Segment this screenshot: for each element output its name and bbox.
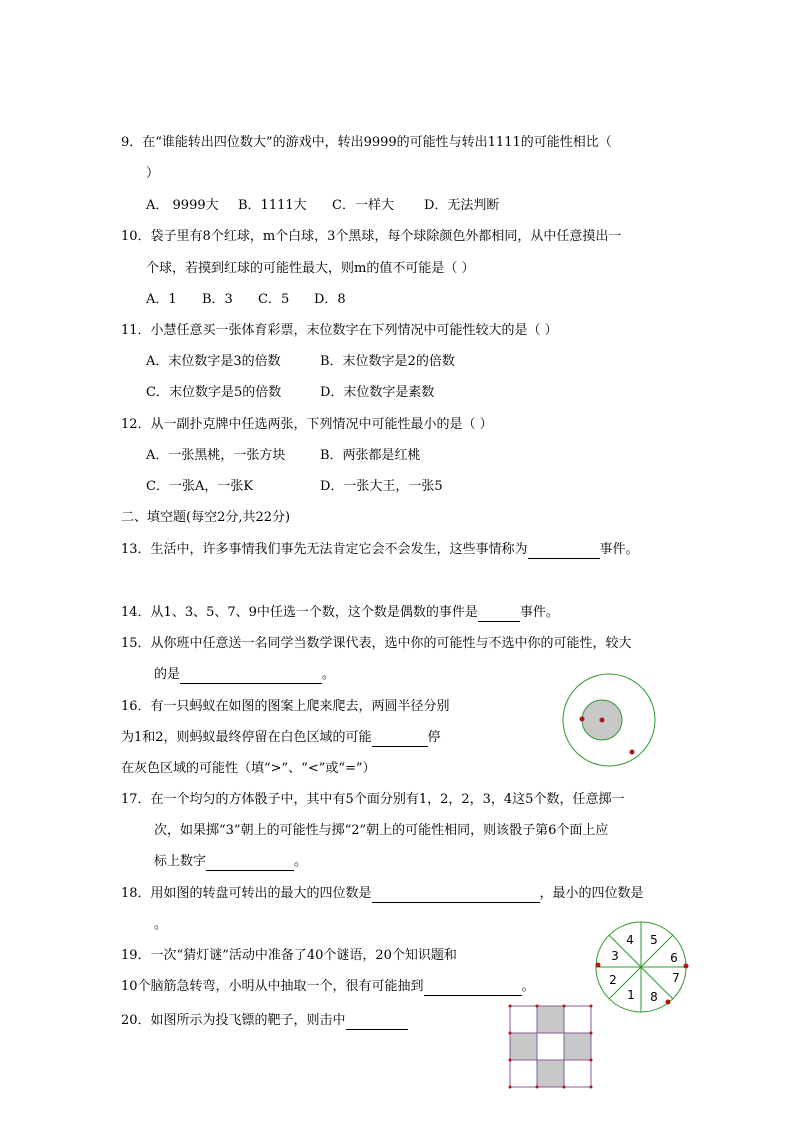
q19-text-b: 。 bbox=[521, 979, 535, 994]
q13-text bbox=[121, 541, 639, 559]
q10-text-cont: 个球，若摸到红球的可能性最大，则m的值不可能是（ ） bbox=[146, 261, 475, 276]
spinner-label-1: 1 bbox=[627, 988, 635, 1002]
q18-text-a: 18．用如图的转盘可转出的最大的四位数是 bbox=[121, 886, 372, 901]
spinner-figure bbox=[594, 920, 690, 1016]
q9-option-a: A． 9999大 bbox=[146, 198, 219, 213]
q9-text: 9．在“谁能转出四位数大”的游戏中，转出9999的可能性与转出1111的可能性相比（ bbox=[121, 135, 612, 150]
q10-option-d: D．8 bbox=[314, 292, 346, 307]
gray-cell bbox=[537, 1006, 564, 1033]
q16-text-a: 为1和2，则蚂蚁最终停留在白色区域的可能 bbox=[121, 730, 372, 745]
q11-options-row1 bbox=[146, 353, 455, 371]
q9-option-d: D．无法判断 bbox=[424, 198, 500, 213]
section-heading: 二、填空题(每空2分,共22分) bbox=[121, 510, 291, 525]
q12-option-b: B．两张都是红桃 bbox=[320, 448, 421, 463]
q13-blank[interactable] bbox=[528, 544, 600, 559]
q17-text: 17．在一个均匀的方体骰子中，其中有5个面分别有1，2，2，3，4这5个数，任意掷一 bbox=[121, 792, 625, 807]
q20-blank[interactable] bbox=[346, 1015, 408, 1030]
spinner-dot-right bbox=[684, 964, 689, 969]
outer-edge-dot bbox=[630, 750, 635, 755]
concentric-circles-figure bbox=[553, 676, 665, 788]
q15-text: 15．从你班中任意送一名同学当数学课代表，选中你的可能性与不选中你的可能性，较大 bbox=[121, 636, 632, 651]
gray-cell bbox=[537, 1060, 564, 1087]
q19-blank[interactable] bbox=[424, 981, 522, 996]
q12-options-row1 bbox=[146, 447, 421, 465]
q17-text-cont2 bbox=[154, 853, 307, 871]
q11-text: 11．小慧任意买一张体育彩票，末位数字在下列情况中可能性较大的是（ ） bbox=[121, 323, 558, 338]
dartboard-grid-figure bbox=[508, 1004, 596, 1092]
q15-text-cont bbox=[154, 666, 335, 684]
q17-blank[interactable] bbox=[206, 856, 294, 871]
q18-blank[interactable] bbox=[372, 888, 540, 903]
q14-text bbox=[121, 604, 559, 622]
spinner-label-5: 5 bbox=[650, 933, 658, 947]
q15-text-b: 。 bbox=[322, 667, 336, 682]
q16-text: 16．有一只蚂蚁在如图的图案上爬来爬去，两圆半径分别 bbox=[121, 699, 450, 714]
q14-text-b: 事件。 bbox=[519, 605, 559, 620]
spinner-label-2: 2 bbox=[609, 973, 617, 987]
q12-option-c: C．一张A，一张K bbox=[146, 479, 254, 494]
q16-text-b: 停 bbox=[427, 730, 441, 745]
center-dot bbox=[600, 718, 605, 723]
q19-text: 19．一次“猜灯谜”活动中准备了40个谜语，20个知识题和 bbox=[121, 948, 457, 963]
q13-text-b: 事件。 bbox=[599, 542, 639, 557]
q9-paren-close: ） bbox=[146, 166, 160, 181]
q11-option-b: B．末位数字是2的倍数 bbox=[320, 354, 455, 369]
gray-cell bbox=[564, 1033, 591, 1060]
q10-option-a: A．1 bbox=[146, 292, 177, 307]
q9-options bbox=[146, 197, 499, 215]
q16-text-cont2: 在灰色区域的可能性（填“>”、“<”或“=”） bbox=[121, 761, 376, 776]
spinner-label-4: 4 bbox=[626, 933, 634, 947]
q12-option-a: A．一张黑桃，一张方块 bbox=[146, 448, 286, 463]
q12-text: 12．从一副扑克牌中任选两张，下列情况中可能性最小的是（ ） bbox=[121, 417, 493, 432]
gray-cell bbox=[510, 1033, 537, 1060]
q17-text-a: 标上数字 bbox=[154, 854, 207, 869]
inner-edge-dot bbox=[580, 717, 585, 722]
q19-text-cont bbox=[121, 978, 535, 996]
spinner-label-6: 6 bbox=[670, 951, 678, 965]
q15-text-a: 的是 bbox=[154, 667, 181, 682]
spinner-dot-bottom bbox=[666, 1000, 671, 1005]
q14-text-a: 14．从1、3、5、7、9中任选一个数，这个数是偶数的事件是 bbox=[121, 605, 478, 620]
q17-text-cont: 次，如果掷“3”朝上的可能性与掷“2”朝上的可能性相同，则该骰子第6个面上应 bbox=[154, 823, 609, 838]
q11-option-c: C．末位数字是5的倍数 bbox=[146, 385, 282, 400]
q18-text-b: ，最小的四位数是 bbox=[539, 886, 644, 901]
q11-option-d: D．末位数字是素数 bbox=[320, 385, 435, 400]
q10-options bbox=[146, 291, 346, 309]
spinner-label-3: 3 bbox=[611, 949, 619, 963]
q10-option-c: C．5 bbox=[258, 292, 290, 307]
spinner-label-8: 8 bbox=[650, 990, 658, 1004]
q18-text-cont: 。 bbox=[154, 917, 168, 932]
q20-text-a: 20．如图所示为投飞镖的靶子，则击中 bbox=[121, 1013, 346, 1028]
q20-text bbox=[121, 1012, 408, 1030]
q17-text-b: 。 bbox=[294, 854, 308, 869]
q16-blank[interactable] bbox=[372, 732, 428, 747]
spinner-dot-left bbox=[596, 963, 601, 968]
q12-options-row2 bbox=[146, 478, 443, 496]
q18-text bbox=[121, 885, 644, 903]
spinner-label-7: 7 bbox=[672, 971, 680, 985]
q13-text-a: 13．生活中，许多事情我们事先无法肯定它会不会发生，这些事情称为 bbox=[121, 542, 528, 557]
q9-option-c: C．一样大 bbox=[332, 198, 394, 213]
q19-text-a: 10个脑筋急转弯，小明从中抽取一个，很有可能抽到 bbox=[121, 979, 424, 994]
q10-text: 10．袋子里有8个红球，m个白球，3个黑球，每个球除颜色外都相同，从中任意摸出一 bbox=[121, 229, 622, 244]
q10-option-b: B．3 bbox=[202, 292, 233, 307]
q11-options-row2 bbox=[146, 384, 434, 402]
q16-text-cont bbox=[121, 729, 441, 747]
q12-option-d: D．一张大王，一张5 bbox=[320, 479, 443, 494]
q9-option-b: B．1111大 bbox=[238, 198, 307, 213]
q11-option-a: A．末位数字是3的倍数 bbox=[146, 354, 281, 369]
q14-blank[interactable] bbox=[478, 607, 520, 622]
q15-blank[interactable] bbox=[180, 669, 322, 684]
